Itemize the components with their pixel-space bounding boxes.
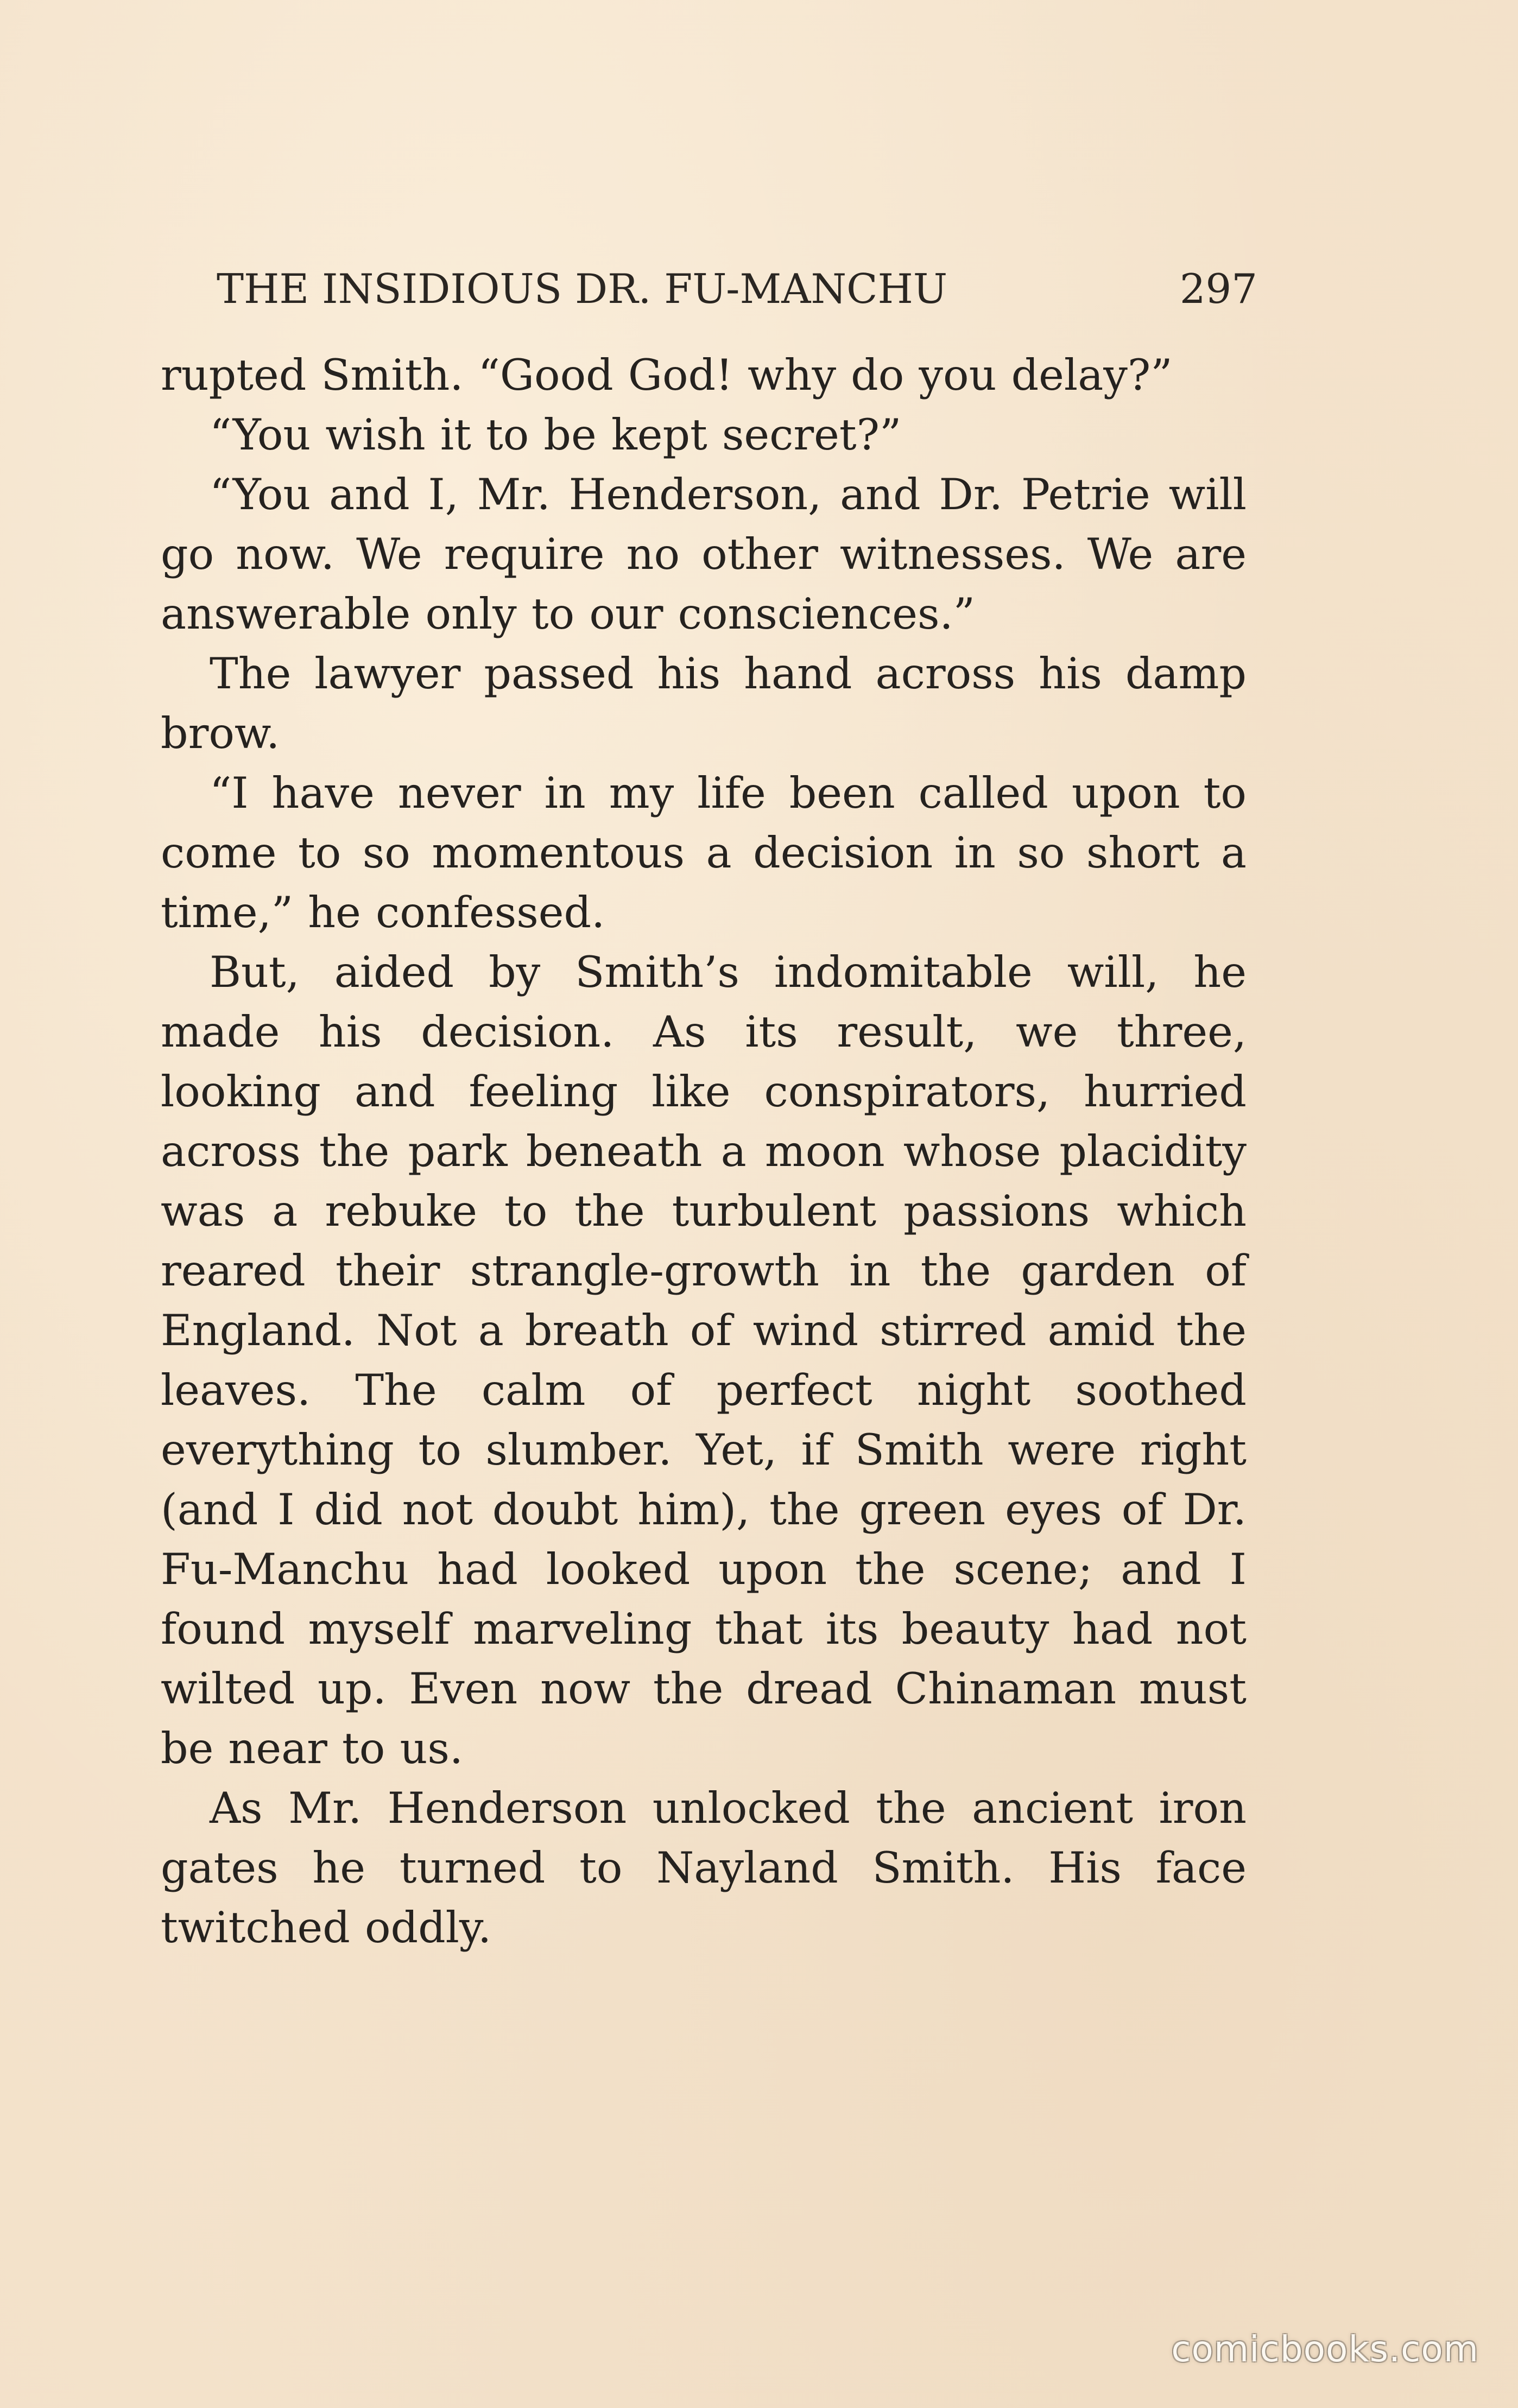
page-number: 297 (1179, 265, 1257, 313)
body-text (161, 345, 1247, 1957)
running-head (217, 256, 1257, 321)
paragraph: rupted Smith. “Good God! why do you delay?” (161, 350, 1173, 400)
paragraph: “I have never in my life been called upon to come to so momentous a decision in so short a time,” he confessed. (161, 768, 1247, 937)
paragraph: As Mr. Henderson unlocked the ancient iron gates he turned to Nayland Smith. His face twitched oddly. (161, 1783, 1247, 1953)
book-title: THE INSIDIOUS DR. FU-MANCHU (217, 265, 948, 313)
paragraph: The lawyer passed his hand across his damp brow. (161, 649, 1247, 758)
paragraph: But, aided by Smith’s indomitable will, he made his decision. As its result, we three, looking and feeling like conspirators, hurried across the park beneath a moon whose placidity was a rebuke to the turbulent passions which reared their strangle-growth in the garden of England. Not a breath of wind stirred amid the leaves. The calm of perfect night soothed everything to slumber. Yet, if Smith were right (and I did not doubt him), the green eyes of Dr. Fu-Manchu had looked upon the scene; and I found myself marveling that its beauty had not wilted up. Even now the dread Chinaman must be near to us. (161, 947, 1247, 1773)
paragraph: “You wish it to be kept secret?” (210, 410, 902, 460)
watermark: comicbooks.com (1171, 2328, 1479, 2370)
paragraph: “You and I, Mr. Henderson, and Dr. Petrie will go now. We require no other witnesses. We are answerable only to our consciences.” (161, 470, 1247, 639)
